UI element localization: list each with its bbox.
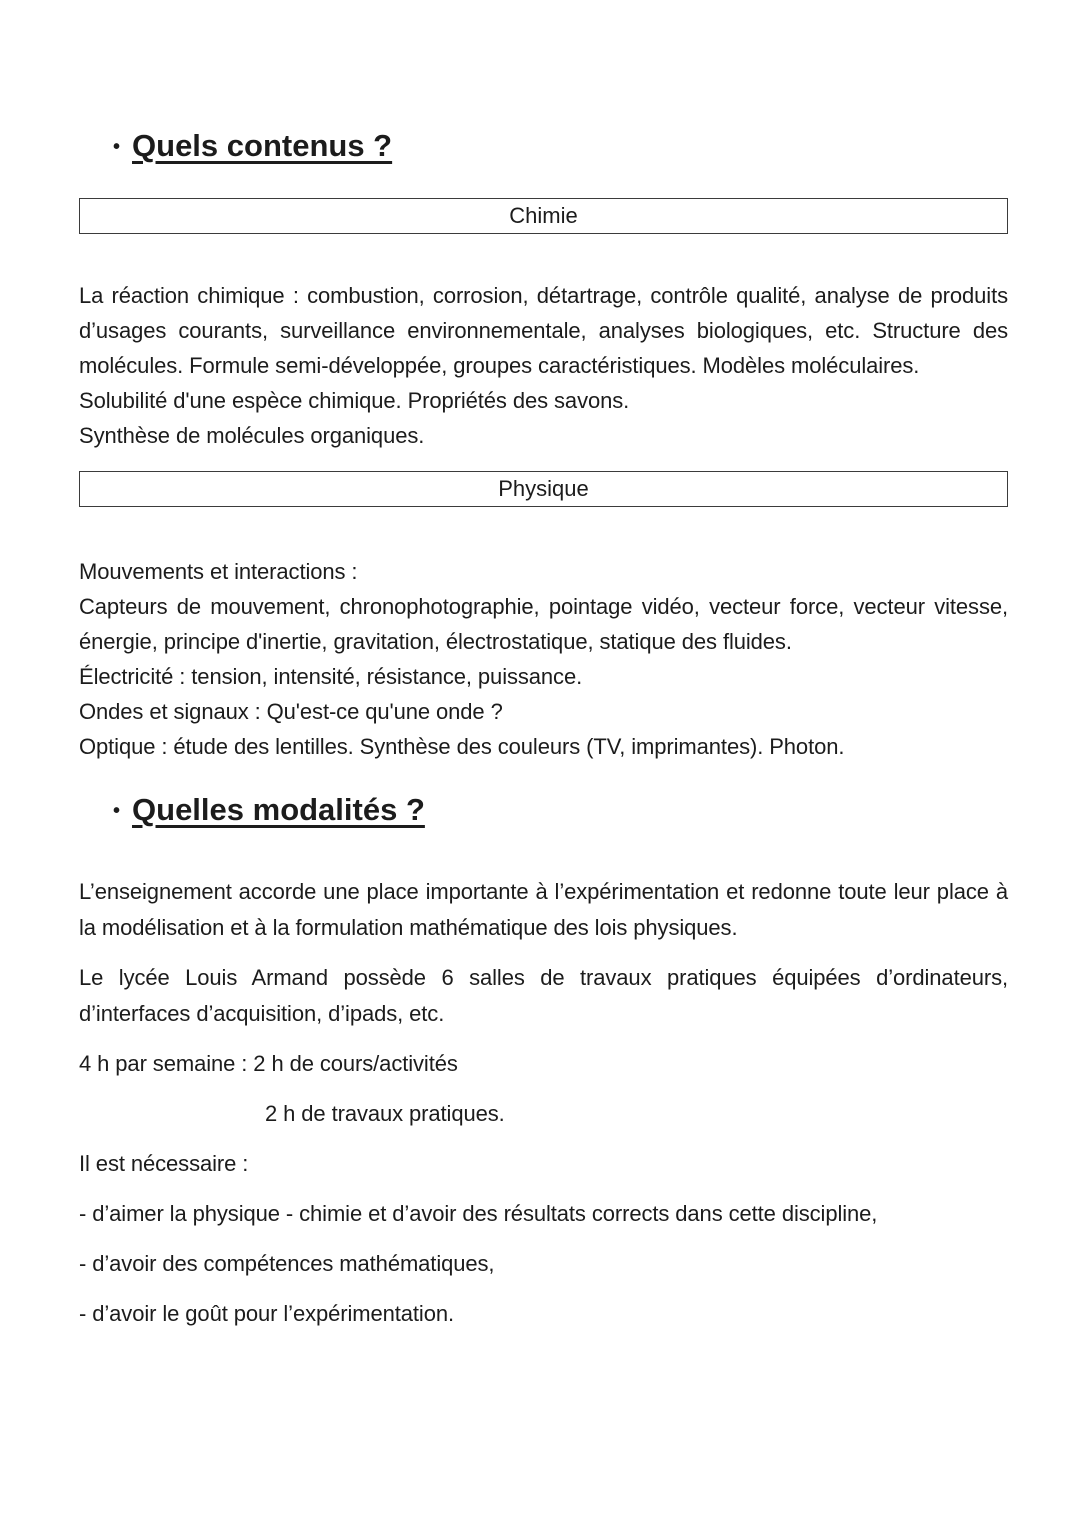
modalites-schedule-line-1: 4 h par semaine : 2 h de cours/activités	[79, 1051, 458, 1077]
modalites-paragraph-enseignement: L’enseignement accorde une place importante à l’expérimentation et redonne toute leur place à la modélisation et à la formulation mathématique des lois physiques.	[79, 879, 1008, 941]
heading-contenus-text: Quels contenus ?	[132, 128, 393, 163]
physique-content	[79, 554, 1008, 764]
chimie-line-solubilite: Solubilité d'une espèce chimique. Propriétés des savons.	[79, 387, 630, 413]
modalites-paragraph-lycee: Le lycée Louis Armand possède 6 salles de travaux pratiques équipées d’ordinateurs, d’interfaces d’acquisition, d’ipads, etc.	[79, 965, 1008, 1027]
bullet-icon: •	[113, 136, 121, 158]
chimie-paragraph: La réaction chimique : combustion, corrosion, détartrage, contrôle qualité, analyse de produits d’usages courants, surveillance environnementale, analyses biologiques, etc. Structure des molécules. Formule semi-développée, groupes caractéristiques. Modèles moléculaires.	[79, 282, 1008, 378]
physique-line-electricite: Électricité : tension, intensité, résistance, puissance.	[79, 663, 583, 689]
modalites-requirements-intro: Il est nécessaire :	[79, 1151, 249, 1177]
modalites-requirement-item: - d’avoir le goût pour l’expérimentation.	[79, 1301, 454, 1327]
physique-line-mouvements: Mouvements et interactions :	[79, 558, 358, 584]
modalites-content	[79, 874, 1008, 1332]
modalites-schedule-line-2: 2 h de travaux pratiques.	[265, 1101, 505, 1127]
section-heading-contenus	[113, 128, 1008, 164]
physique-paragraph-capteurs: Capteurs de mouvement, chronophotographie, pointage vidéo, vecteur force, vecteur vitesse, énergie, principe d'inertie, gravitation, électrostatique, statique des fluides.	[79, 593, 1008, 654]
chimie-header-label: Chimie	[509, 202, 578, 228]
heading-modalites-text: Quelles modalités ?	[132, 791, 425, 827]
chimie-line-synthese: Synthèse de molécules organiques.	[79, 422, 425, 448]
bullet-icon: •	[113, 799, 121, 822]
physique-header-box	[79, 471, 1008, 507]
physique-line-optique: Optique : étude des lentilles. Synthèse des couleurs (TV, imprimantes). Photon.	[79, 733, 845, 759]
physique-line-ondes: Ondes et signaux : Qu'est-ce qu'une onde ?	[79, 698, 503, 724]
chimie-content	[79, 278, 1008, 453]
modalites-requirement-item: - d’avoir des compétences mathématiques,	[79, 1251, 495, 1277]
chimie-header-box	[79, 198, 1008, 234]
section-heading-modalites	[113, 792, 1008, 828]
modalites-requirement-item: - d’aimer la physique - chimie et d’avoir des résultats corrects dans cette discipline,	[79, 1201, 878, 1227]
physique-header-label: Physique	[498, 475, 589, 501]
